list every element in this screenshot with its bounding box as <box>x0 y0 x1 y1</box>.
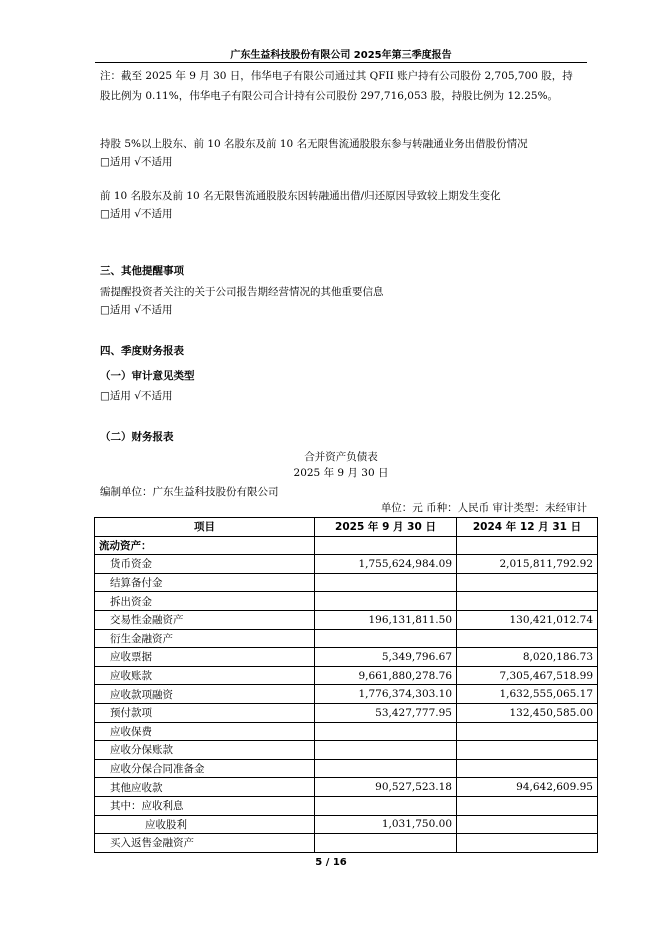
table-row <box>95 629 598 648</box>
table-row <box>95 741 598 760</box>
table-row <box>95 703 598 722</box>
row-value-current: 196,131,811.50 <box>315 610 457 629</box>
row-item: 流动资产： <box>95 536 315 555</box>
row-item: 买入返售金融资产 <box>95 834 315 853</box>
row-item: 货币资金 <box>95 555 315 574</box>
audit-opinion-option: □适用 √不适用 <box>100 390 173 402</box>
row-value-current <box>315 629 457 648</box>
row-value-prior <box>457 629 598 648</box>
note-line-2: 股比例为 0.11%，伟华电子有限公司合计持有公司股份 297,716,053 股，持股比例为 12.25%。 <box>100 90 559 102</box>
row-value-current <box>315 759 457 778</box>
row-item: 结算备付金 <box>95 573 315 592</box>
statement-units: 单位：元 币种：人民币 审计类型：未经审计 <box>380 502 587 514</box>
row-value-prior <box>457 834 598 853</box>
row-item: 其他应收款 <box>95 778 315 797</box>
row-item: 应收保费 <box>95 722 315 741</box>
row-item: 应收分保账款 <box>95 741 315 760</box>
row-value-current: 9,661,880,278.76 <box>315 666 457 685</box>
row-value-prior <box>457 722 598 741</box>
table-row <box>95 815 598 834</box>
row-value-current <box>315 592 457 611</box>
row-value-current <box>315 722 457 741</box>
statement-date: 2025 年 9 月 30 日 <box>293 467 389 479</box>
row-value-prior: 94,642,609.95 <box>457 778 598 797</box>
row-item: 其中：应收利息 <box>95 796 315 815</box>
table-row <box>95 666 598 685</box>
table-row <box>95 722 598 741</box>
statement-company: 编制单位：广东生益科技股份有限公司 <box>100 486 279 498</box>
change-section-option: □适用 √不适用 <box>100 208 173 220</box>
row-value-prior <box>457 796 598 815</box>
section-3-text: 需提醒投资者关注的关于公司报告期经营情况的其他重要信息 <box>100 286 384 298</box>
balance-sheet-table <box>94 517 598 853</box>
table-row <box>95 685 598 704</box>
financial-statements-heading: （二）财务报表 <box>100 431 174 443</box>
lending-section-title: 持股 5%以上股东、前 10 名股东及前 10 名无限售流通股股东参与转融通业务出借股份情况 <box>100 138 528 150</box>
table-row <box>95 759 598 778</box>
row-item: 应收票据 <box>95 648 315 667</box>
column-header-2024-12-31: 2024 年 12 月 31 日 <box>457 518 598 537</box>
row-item: 应收款项融资 <box>95 685 315 704</box>
row-value-prior: 7,305,467,518.99 <box>457 666 598 685</box>
table-row <box>95 778 598 797</box>
table-row <box>95 536 598 555</box>
row-item: 应收分保合同准备金 <box>95 759 315 778</box>
section-3-heading: 三、其他提醒事项 <box>100 265 184 277</box>
row-item: 预付款项 <box>95 703 315 722</box>
page-number: 5 / 16 <box>315 857 347 868</box>
column-header-2025-09-30: 2025 年 9 月 30 日 <box>315 518 457 537</box>
page-header-title: 广东生益科技股份有限公司 2025年第三季度报告 <box>230 50 452 61</box>
row-value-prior <box>457 759 598 778</box>
row-value-prior <box>457 741 598 760</box>
section-4-heading: 四、季度财务报表 <box>100 345 184 357</box>
change-section-title: 前 10 名股东及前 10 名无限售流通股股东因转融通出借/归还原因导致较上期发生变化 <box>100 190 501 202</box>
row-value-current <box>315 741 457 760</box>
row-value-current <box>315 796 457 815</box>
table-row <box>95 834 598 853</box>
row-value-current: 1,031,750.00 <box>315 815 457 834</box>
row-value-current: 53,427,777.95 <box>315 703 457 722</box>
row-value-prior: 8,020,186.73 <box>457 648 598 667</box>
row-value-current <box>315 834 457 853</box>
row-value-prior: 2,015,811,792.92 <box>457 555 598 574</box>
table-row <box>95 592 598 611</box>
row-value-current <box>315 573 457 592</box>
row-value-current: 5,349,796.67 <box>315 648 457 667</box>
statement-title: 合并资产负债表 <box>304 451 378 463</box>
lending-section-option: □适用 √不适用 <box>100 156 173 168</box>
row-value-prior <box>457 573 598 592</box>
row-value-current: 1,755,624,984.09 <box>315 555 457 574</box>
row-item: 衍生金融资产 <box>95 629 315 648</box>
row-item: 拆出资金 <box>95 592 315 611</box>
section-3-option: □适用 √不适用 <box>100 304 173 316</box>
column-header-item: 项目 <box>95 518 315 537</box>
header-divider <box>95 62 587 63</box>
row-value-prior: 130,421,012.74 <box>457 610 598 629</box>
table-row <box>95 555 598 574</box>
row-value-prior <box>457 815 598 834</box>
table-row <box>95 796 598 815</box>
row-item: 交易性金融资产 <box>95 610 315 629</box>
audit-opinion-heading: （一）审计意见类型 <box>100 370 195 382</box>
table-row <box>95 610 598 629</box>
row-value-prior: 132,450,585.00 <box>457 703 598 722</box>
row-value-current: 1,776,374,303.10 <box>315 685 457 704</box>
row-value-current: 90,527,523.18 <box>315 778 457 797</box>
row-value-current <box>315 536 457 555</box>
table-header-row <box>95 518 598 537</box>
row-value-prior <box>457 536 598 555</box>
row-item: 应收账款 <box>95 666 315 685</box>
table-row <box>95 648 598 667</box>
row-value-prior: 1,632,555,065.17 <box>457 685 598 704</box>
note-line-1: 注：截至 2025 年 9 月 30 日，伟华电子有限公司通过其 QFII 账户持有公司股份 2,705,700 股，持 <box>100 70 573 82</box>
row-item: 应收股利 <box>95 815 315 834</box>
row-value-prior <box>457 592 598 611</box>
table-row <box>95 573 598 592</box>
